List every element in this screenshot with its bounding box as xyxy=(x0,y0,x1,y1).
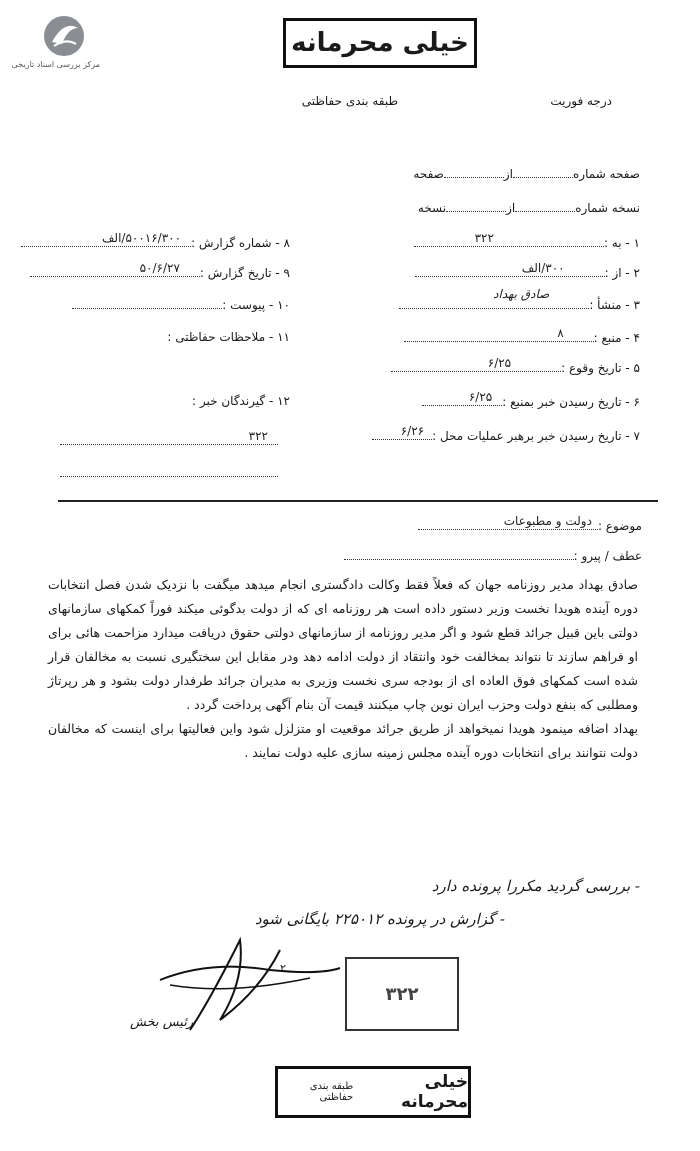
field-source-received-date-value: ۶/۲۵ xyxy=(468,390,493,404)
recipients-line-2 xyxy=(60,462,278,481)
signature-note: رئیس بخش xyxy=(130,1015,194,1030)
field-operation-received-date-value: ۶/۲۶ xyxy=(400,424,425,438)
field-report-number-value: ۵۰۰۱۶/۳۰۰/الف xyxy=(101,231,182,245)
field-source: ۴ - منبع : ۸ xyxy=(404,330,640,345)
field-security-notes: ۱۱ - ملاحظات حفاظتی : xyxy=(167,330,290,344)
logo-label: مرکز بررسی اسناد تاریخی xyxy=(11,60,100,69)
section-divider xyxy=(58,500,658,502)
subject-value: دولت و مطبوعات xyxy=(503,514,592,528)
recipients-line xyxy=(60,430,278,449)
field-source-received-date: ۶ - تاریخ رسیدن خبر بمنبع : ۶/۲۵ xyxy=(422,394,640,409)
archive-logo-icon xyxy=(42,14,86,58)
field-origin: ۳ - منشأ : صادق بهداد xyxy=(399,297,640,312)
archive-reference-stamp: ۳۲۲ xyxy=(345,957,459,1031)
classification-stamp-bottom xyxy=(275,1066,471,1118)
body-paragraph-2: بهداد اضافه مینمود هویدا نمیخواهد از طریق جرائد موقعیت او متزلزل شود واین فعالیتها برای اینست که مخالفان دولت نتوانند برای انتخابات دوره آینده مجلس زمینه سازی علیه دولت نمایند . xyxy=(48,721,638,760)
reference-field: عطف / پیرو : xyxy=(344,548,642,563)
archive-logo xyxy=(11,14,100,69)
page-mark: ۲ xyxy=(280,962,286,975)
page-number-field: صفحه شماره از صفحه xyxy=(413,167,640,181)
field-from-value: ۳۰۰/الف xyxy=(521,261,565,275)
field-occurrence-date-value: ۶/۲۵ xyxy=(487,356,512,370)
field-to: ۱ - به : ۳۲۲ xyxy=(414,235,640,250)
handwritten-note-1: - بررسی گردید مکررا پرونده دارد xyxy=(431,877,640,895)
copy-number-field: نسخه شماره از نسخه xyxy=(417,201,640,215)
field-occurrence-date: ۵ - تاریخ وقوع : ۶/۲۵ xyxy=(391,360,640,375)
handwritten-note-2: - گزارش در پرونده ۲۲۵۰۱۲ بایگانی شود xyxy=(254,910,505,928)
classification-stamp-text: خیلی محرمانه xyxy=(291,28,469,58)
field-to-value: ۳۲۲ xyxy=(474,231,494,245)
classification-label: طبقه بندی حفاظتی xyxy=(301,94,398,108)
report-body xyxy=(48,573,638,765)
field-attachment: ۱۰ - پیوست : xyxy=(72,297,290,312)
field-from: ۲ - از : ۳۰۰/الف xyxy=(415,265,640,280)
field-report-number: ۸ - شماره گزارش : ۵۰۰۱۶/۳۰۰/الف xyxy=(21,235,290,250)
classification-stamp-bottom-text: خیلی محرمانه xyxy=(401,1072,468,1112)
field-origin-value: صادق بهداد xyxy=(493,287,550,301)
field-recipients: ۱۲ - گیرندگان خبر : xyxy=(192,394,290,408)
urgency-label: درجه فوریت xyxy=(550,94,612,108)
field-report-date: ۹ - تاریخ گزارش : ۵۰/۶/۲۷ xyxy=(30,265,290,280)
field-report-date-value: ۵۰/۶/۲۷ xyxy=(139,261,180,275)
recipients-value: ۳۲۲ xyxy=(248,429,268,443)
field-source-value: ۸ xyxy=(557,326,564,340)
classification-stamp-top xyxy=(283,18,477,68)
body-paragraph-1: صادق بهداد مدیر روزنامه جهان که فعلاً فقط وکالت دادگستری انجام میدهد میگفت با نزدیک شدن فصل انتخابات دوره آینده هویدا نخست وزیر دستور داده است هر روزنامه ای که از دولت بدگوئی میکند فوراً کمکهای سازمانهای دولتی باین قبیل جرائد قطع شود و اگر مدیر روزنامه از سازمانهای دولتی حقوق دریافت میدارد مزاحمت هائی برای او فراهم سازند تا نتواند بمخالفت خود وانتقاد از دولت ادامه دهد ودر مقابل این سختگیری نسبت به مخالفان قرار شده است کمکهای فوق العاده ای از بودجه سری نخست وزیری به مدیران جرائد طرفدار دولت بشود و هر رپرتاژ ومطلبی که بنفع دولت وحزب ایران نوین چاپ میکنند قیمت آن بنام آگهی پرداخت گردد . xyxy=(48,577,638,712)
subject-field: موضوع : دولت و مطبوعات xyxy=(418,518,642,533)
classification-stamp-bottom-caption: طبقه بندی حفاظتی xyxy=(309,1081,354,1103)
field-operation-received-date: ۷ - تاریخ رسیدن خبر برهبر عملیات محل : ۶/۲۶ xyxy=(372,428,640,443)
